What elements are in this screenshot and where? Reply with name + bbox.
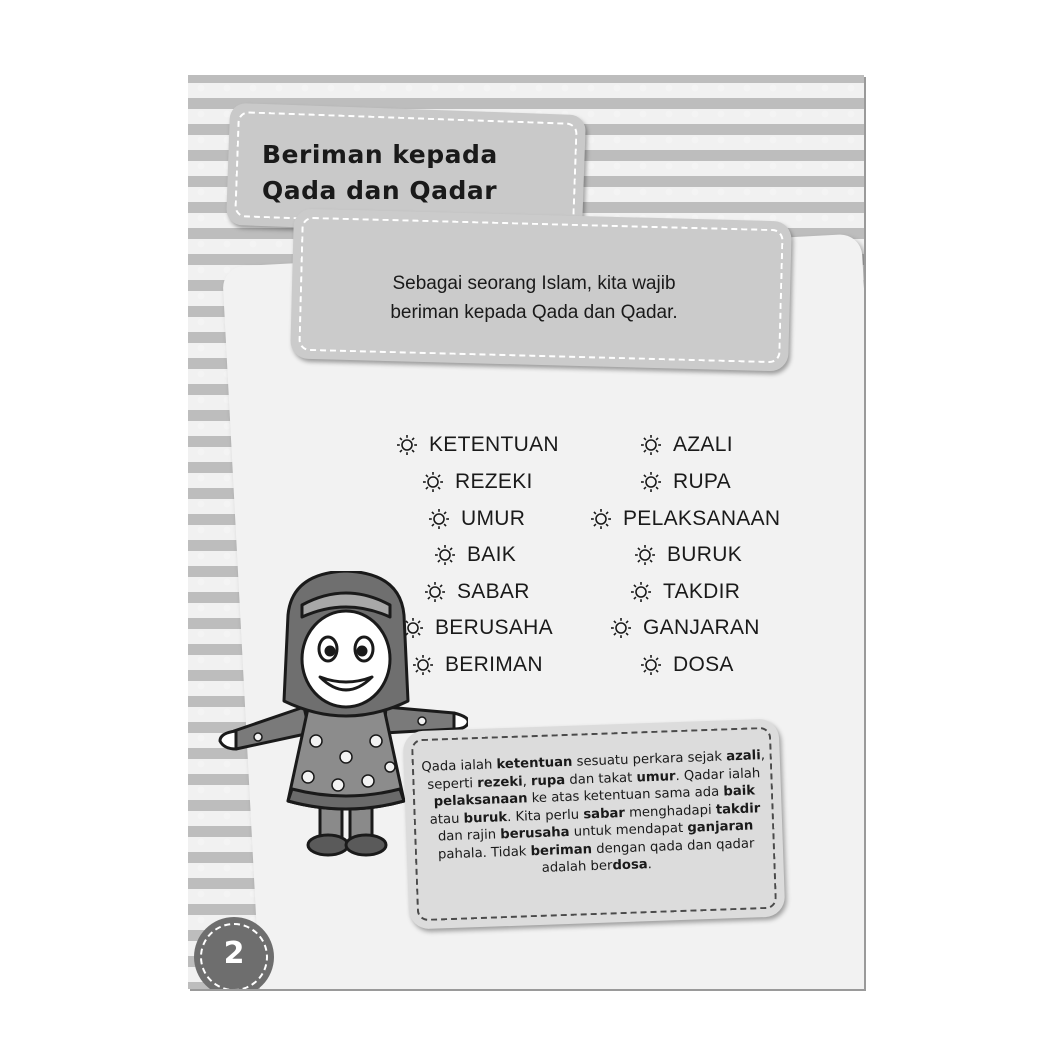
sun-icon xyxy=(640,471,662,493)
sun-icon xyxy=(610,617,632,639)
sun-icon xyxy=(590,508,612,530)
title-line-1: Beriman kepada xyxy=(262,140,498,169)
word-left-5: SABAR xyxy=(424,580,530,604)
sun-icon xyxy=(396,434,418,456)
sun-icon xyxy=(640,434,662,456)
word-right-6: GANJARAN xyxy=(610,616,760,640)
word-right-5: TAKDIR xyxy=(630,580,740,604)
word-right-2: RUPA xyxy=(640,470,731,494)
sun-icon xyxy=(634,544,656,566)
word-left-7: BERIMAN xyxy=(412,653,543,677)
book-page xyxy=(188,75,864,989)
sun-icon xyxy=(630,581,652,603)
word-right-7: DOSA xyxy=(640,653,734,677)
explanation-text: Qada ialah ketentuan sesuatu perkara sejak azali, seperti rezeki, rupa dan takat umur. Qadar ialah pelaksanaan ke atas ketentuan sama ada baik atau buruk. Kita perlu sabar menghadapi takdir dan rajin berusaha untuk mendapat ganjaran pahala. Tidak beriman dengan qada dan qadar adalah berdosa. xyxy=(421,748,766,876)
word-left-4: BAIK xyxy=(434,543,516,567)
word-right-4: BURUK xyxy=(634,543,742,567)
word-left-1: KETENTUAN xyxy=(396,433,559,457)
intro-text xyxy=(324,269,744,327)
word-left-2: REZEKI xyxy=(422,470,533,494)
page-number: 2 xyxy=(223,935,245,971)
sun-icon xyxy=(434,544,456,566)
sun-icon xyxy=(640,654,662,676)
title-line-2: Qada dan Qadar xyxy=(262,176,498,205)
word-left-3: UMUR xyxy=(428,507,525,531)
sun-icon xyxy=(422,471,444,493)
page-title xyxy=(262,137,498,209)
page-number-badge xyxy=(194,917,274,989)
intro-line-1: Sebagai seorang Islam, kita wajib xyxy=(392,273,676,294)
intro-line-2: beriman kepada Qada dan Qadar. xyxy=(390,302,678,323)
word-right-1: AZALI xyxy=(640,433,733,457)
word-left-6: BERUSAHA xyxy=(402,616,553,640)
word-right-3: PELAKSANAAN xyxy=(590,507,780,531)
sun-icon xyxy=(428,508,450,530)
